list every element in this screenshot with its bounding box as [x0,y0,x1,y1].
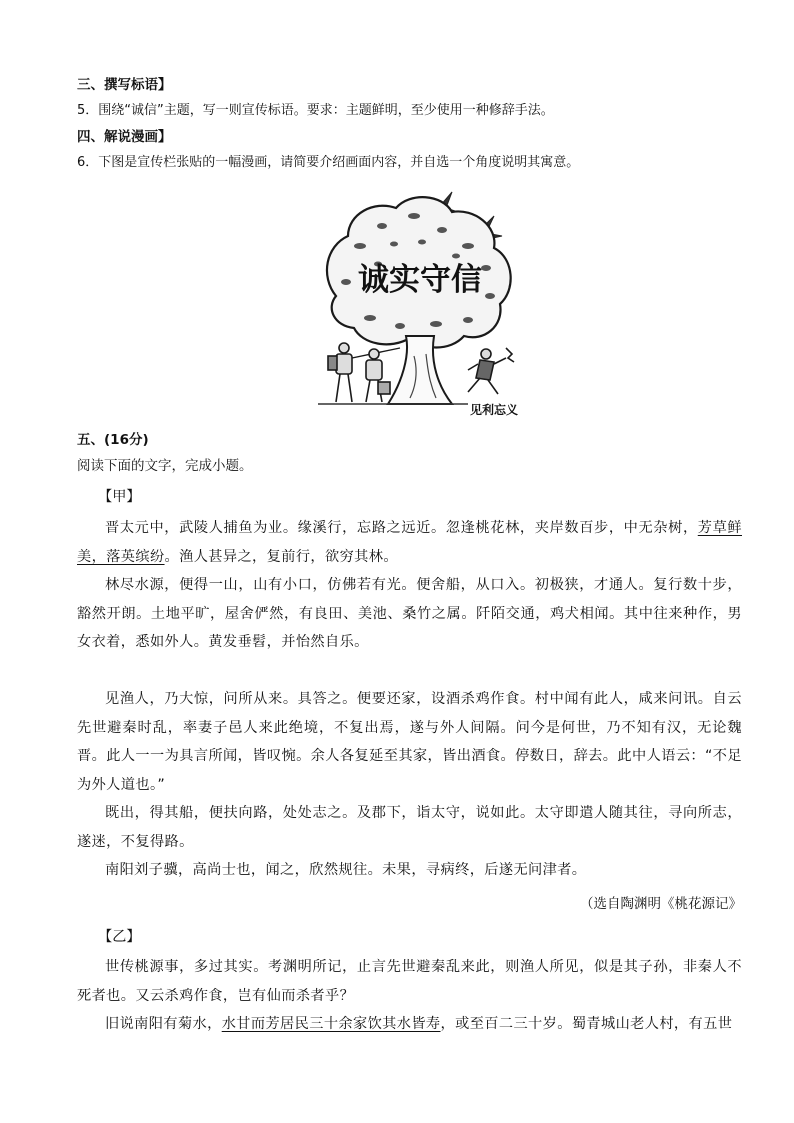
reading-instruction: 阅读下面的文字，完成小题。 [77,458,253,474]
p7-text-a: 旧说南阳有菊水， [105,1016,222,1032]
p7-text-b: ，或至百二三十岁。蜀青城山老人村，有五世 [440,1016,733,1032]
question-6: 6．下图是宣传栏张贴的一幅漫画，请简要介绍画面内容，并自选一个角度说明其寓意。 [77,155,580,170]
tree-slogan: 诚实守信 [358,262,482,298]
passage-yi-label: 【乙】 [98,929,141,945]
running-man-figure [468,348,514,394]
passage-yi-paragraph-1: 世传桃源事，多过其实。考渊明所记，止言先世避秦乱来此，则渔人所见，似是其子孙，非秦人不死者也。又云杀鸡作食，岂有仙而杀者乎？ [77,959,742,1004]
passage-jia-label: 【甲】 [98,489,141,505]
p1-underlined-1: 芳草鲜 [697,520,742,536]
integrity-cartoon [318,186,522,418]
section4-heading: 四、解说漫画】 [77,129,172,145]
passage-jia-paragraph-1 [77,514,742,571]
gardener-figures [328,343,400,402]
runner-caption: 见利忘义 [469,403,519,417]
section3-heading: 三、撰写标语】 [77,77,172,93]
passage-jia-paragraph-5: 南阳刘子骥，高尚士也，闻之，欣然规往。未果，寻病终，后遂无问津者。 [105,862,587,878]
question-5: 5．围绕“诚信”主题，写一则宣传标语。要求：主题鲜明，至少使用一种修辞手法。 [77,103,554,118]
passage-source: （选自陶渊明《桃花源记》 [580,896,742,912]
p1-underlined-2: 美，落英缤纷 [77,548,165,565]
passage-jia-paragraph-3: 见渔人，乃大惊，问所从来。具答之。便要还家，设酒杀鸡作食。村中闻有此人，咸来问讯。自云先世避秦时乱，率妻子邑人来此绝境，不复出焉，遂与外人间隔。问今是何世，乃不知有汉，无论魏晋。此人一一为具言所闻，皆叹惋。余人各复延至其家，皆出酒食。停数日，辞去。此中人语云：“不足为外人道也。” [77,691,742,793]
p7-underlined: 水甘而芳居民三十余家饮其水皆寿 [221,1016,441,1032]
p1-text-a: 晋太元中，武陵人捕鱼为业。缘溪行，忘路之远近。忽逢桃花林，夹岸数百步，中无杂树， [105,520,698,536]
section5-heading: 五、(16分) [77,432,149,448]
passage-jia-paragraph-4: 既出，得其船，便扶向路，处处志之。及郡下，诣太守，说如此。太守即遣人随其往，寻向所志，遂迷，不复得路。 [77,805,742,850]
passage-jia-paragraph-2: 林尽水源，便得一山，山有小口，仿佛若有光。便舍船，从口入。初极狭，才通人。复行数十步，豁然开朗。土地平旷，屋舍俨然，有良田、美池、桑竹之属。阡陌交通，鸡犬相闻。其中往来种作，男女衣着，悉如外人。黄发垂髫，并怡然自乐。 [77,577,742,650]
passage-yi-paragraph-2 [77,1010,742,1039]
p1-text-b: 。渔人甚异之，复前行，欲穷其林。 [164,548,398,565]
